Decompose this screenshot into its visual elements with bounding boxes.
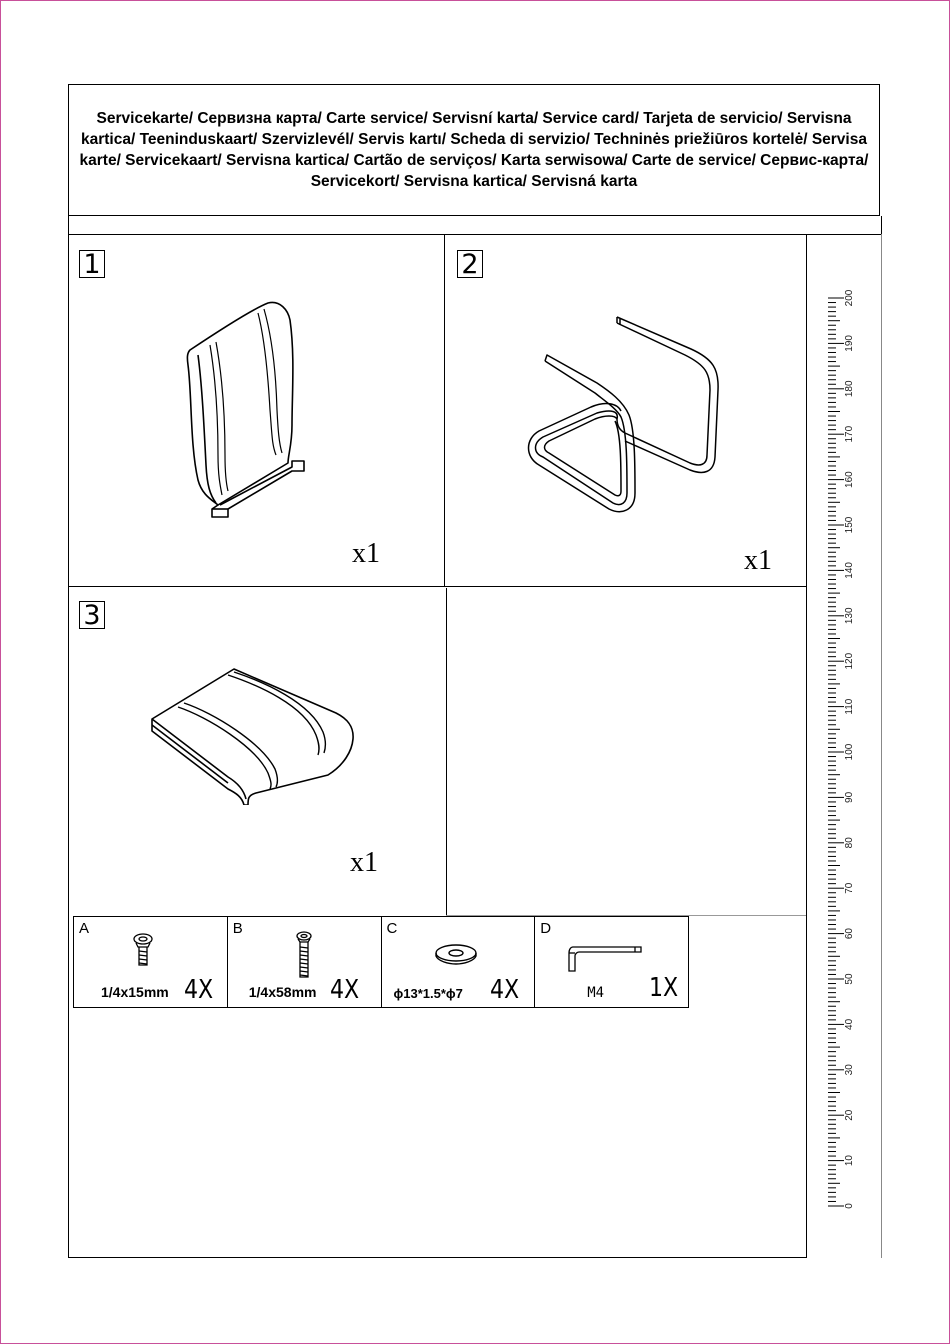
ruler-label: 20 bbox=[844, 1109, 855, 1121]
hardware-size-b: 1/4x58mm bbox=[248, 984, 317, 1000]
ruler-label: 130 bbox=[844, 607, 855, 625]
short-bolt-icon bbox=[132, 933, 154, 969]
measuring-ruler bbox=[806, 290, 882, 1220]
hardware-size-d: M4 bbox=[587, 985, 605, 1001]
seat-cushion-icon bbox=[148, 665, 360, 805]
part-number-3: 3 bbox=[79, 601, 105, 629]
part-number-2: 2 bbox=[457, 250, 483, 278]
hardware-cell-b bbox=[228, 917, 382, 1007]
ruler-label: 50 bbox=[844, 973, 855, 985]
ruler-label: 60 bbox=[844, 928, 855, 940]
hardware-qty-b: 4X bbox=[329, 975, 359, 1005]
hardware-qty-d: 1X bbox=[649, 973, 679, 1003]
hardware-qty-a: 4X bbox=[184, 975, 214, 1005]
hardware-letter-c: C bbox=[386, 920, 398, 937]
ruler-label: 0 bbox=[844, 1203, 855, 1209]
ruler-label: 80 bbox=[844, 837, 855, 849]
hardware-letter-a: A bbox=[79, 920, 90, 937]
hardware-size-a: 1/4x15mm bbox=[101, 984, 169, 1000]
ruler-label: 100 bbox=[844, 743, 855, 761]
grid-divider-horizontal-1 bbox=[68, 586, 806, 587]
ruler-label: 170 bbox=[844, 425, 855, 443]
part-quantity-2: x1 bbox=[744, 545, 772, 576]
part-number-1: 1 bbox=[79, 250, 105, 278]
hardware-qty-c: 4X bbox=[489, 975, 519, 1005]
hardware-cell-c bbox=[382, 917, 536, 1007]
hardware-cell-a bbox=[74, 917, 228, 1007]
chair-backrest-icon bbox=[180, 295, 320, 525]
ruler-label: 200 bbox=[844, 290, 855, 307]
ruler-label: 90 bbox=[844, 791, 855, 803]
page-title: Servicekarte/ Сервизна карта/ Carte service/ Servisní karta/ Service card/ Tarjeta de servicio/ Servisna kartica/ Teeninduskaart/ Szervizlevél/ Servis kartı/ Scheda di servizio/ Techninės priežiūros kortelė/ Servisa karte/ Servicekaart/ Servisna kartica/ Cartão de serviços/ Karta serwisowa/ Carte de service/ Сервис-карта/ Servicekort/ Servisna kartica/ Servisná karta bbox=[79, 110, 869, 190]
hardware-letter-b: B bbox=[232, 920, 243, 937]
long-bolt-icon bbox=[295, 931, 313, 979]
ruler-label: 150 bbox=[844, 516, 855, 534]
grid-divider-vertical-bottom bbox=[446, 588, 447, 916]
hardware-table bbox=[73, 916, 689, 1008]
ruler-label: 70 bbox=[844, 882, 855, 894]
ruler-label: 190 bbox=[844, 335, 855, 352]
ruler-label: 160 bbox=[844, 471, 855, 488]
cantilever-frame-icon bbox=[525, 315, 725, 515]
part-quantity-3: x1 bbox=[350, 847, 378, 878]
ruler-label: 120 bbox=[844, 652, 855, 670]
grid-divider-vertical-top bbox=[444, 234, 445, 586]
hardware-cell-d bbox=[535, 917, 688, 1007]
ruler-label: 40 bbox=[844, 1018, 855, 1030]
ruler-label: 30 bbox=[844, 1064, 855, 1076]
ruler-label: 180 bbox=[844, 380, 855, 398]
ruler-label: 110 bbox=[844, 698, 855, 715]
hardware-size-c: ϕ13*1.5*ϕ7 bbox=[393, 986, 463, 1001]
ruler-label: 140 bbox=[844, 562, 855, 579]
ruler-label: 10 bbox=[844, 1155, 855, 1167]
part-quantity-1: x1 bbox=[352, 538, 380, 569]
washer-icon bbox=[434, 943, 478, 965]
header-strip bbox=[68, 216, 882, 235]
allen-key-icon bbox=[565, 945, 645, 975]
title-box bbox=[68, 84, 880, 216]
hardware-letter-d: D bbox=[540, 920, 552, 937]
